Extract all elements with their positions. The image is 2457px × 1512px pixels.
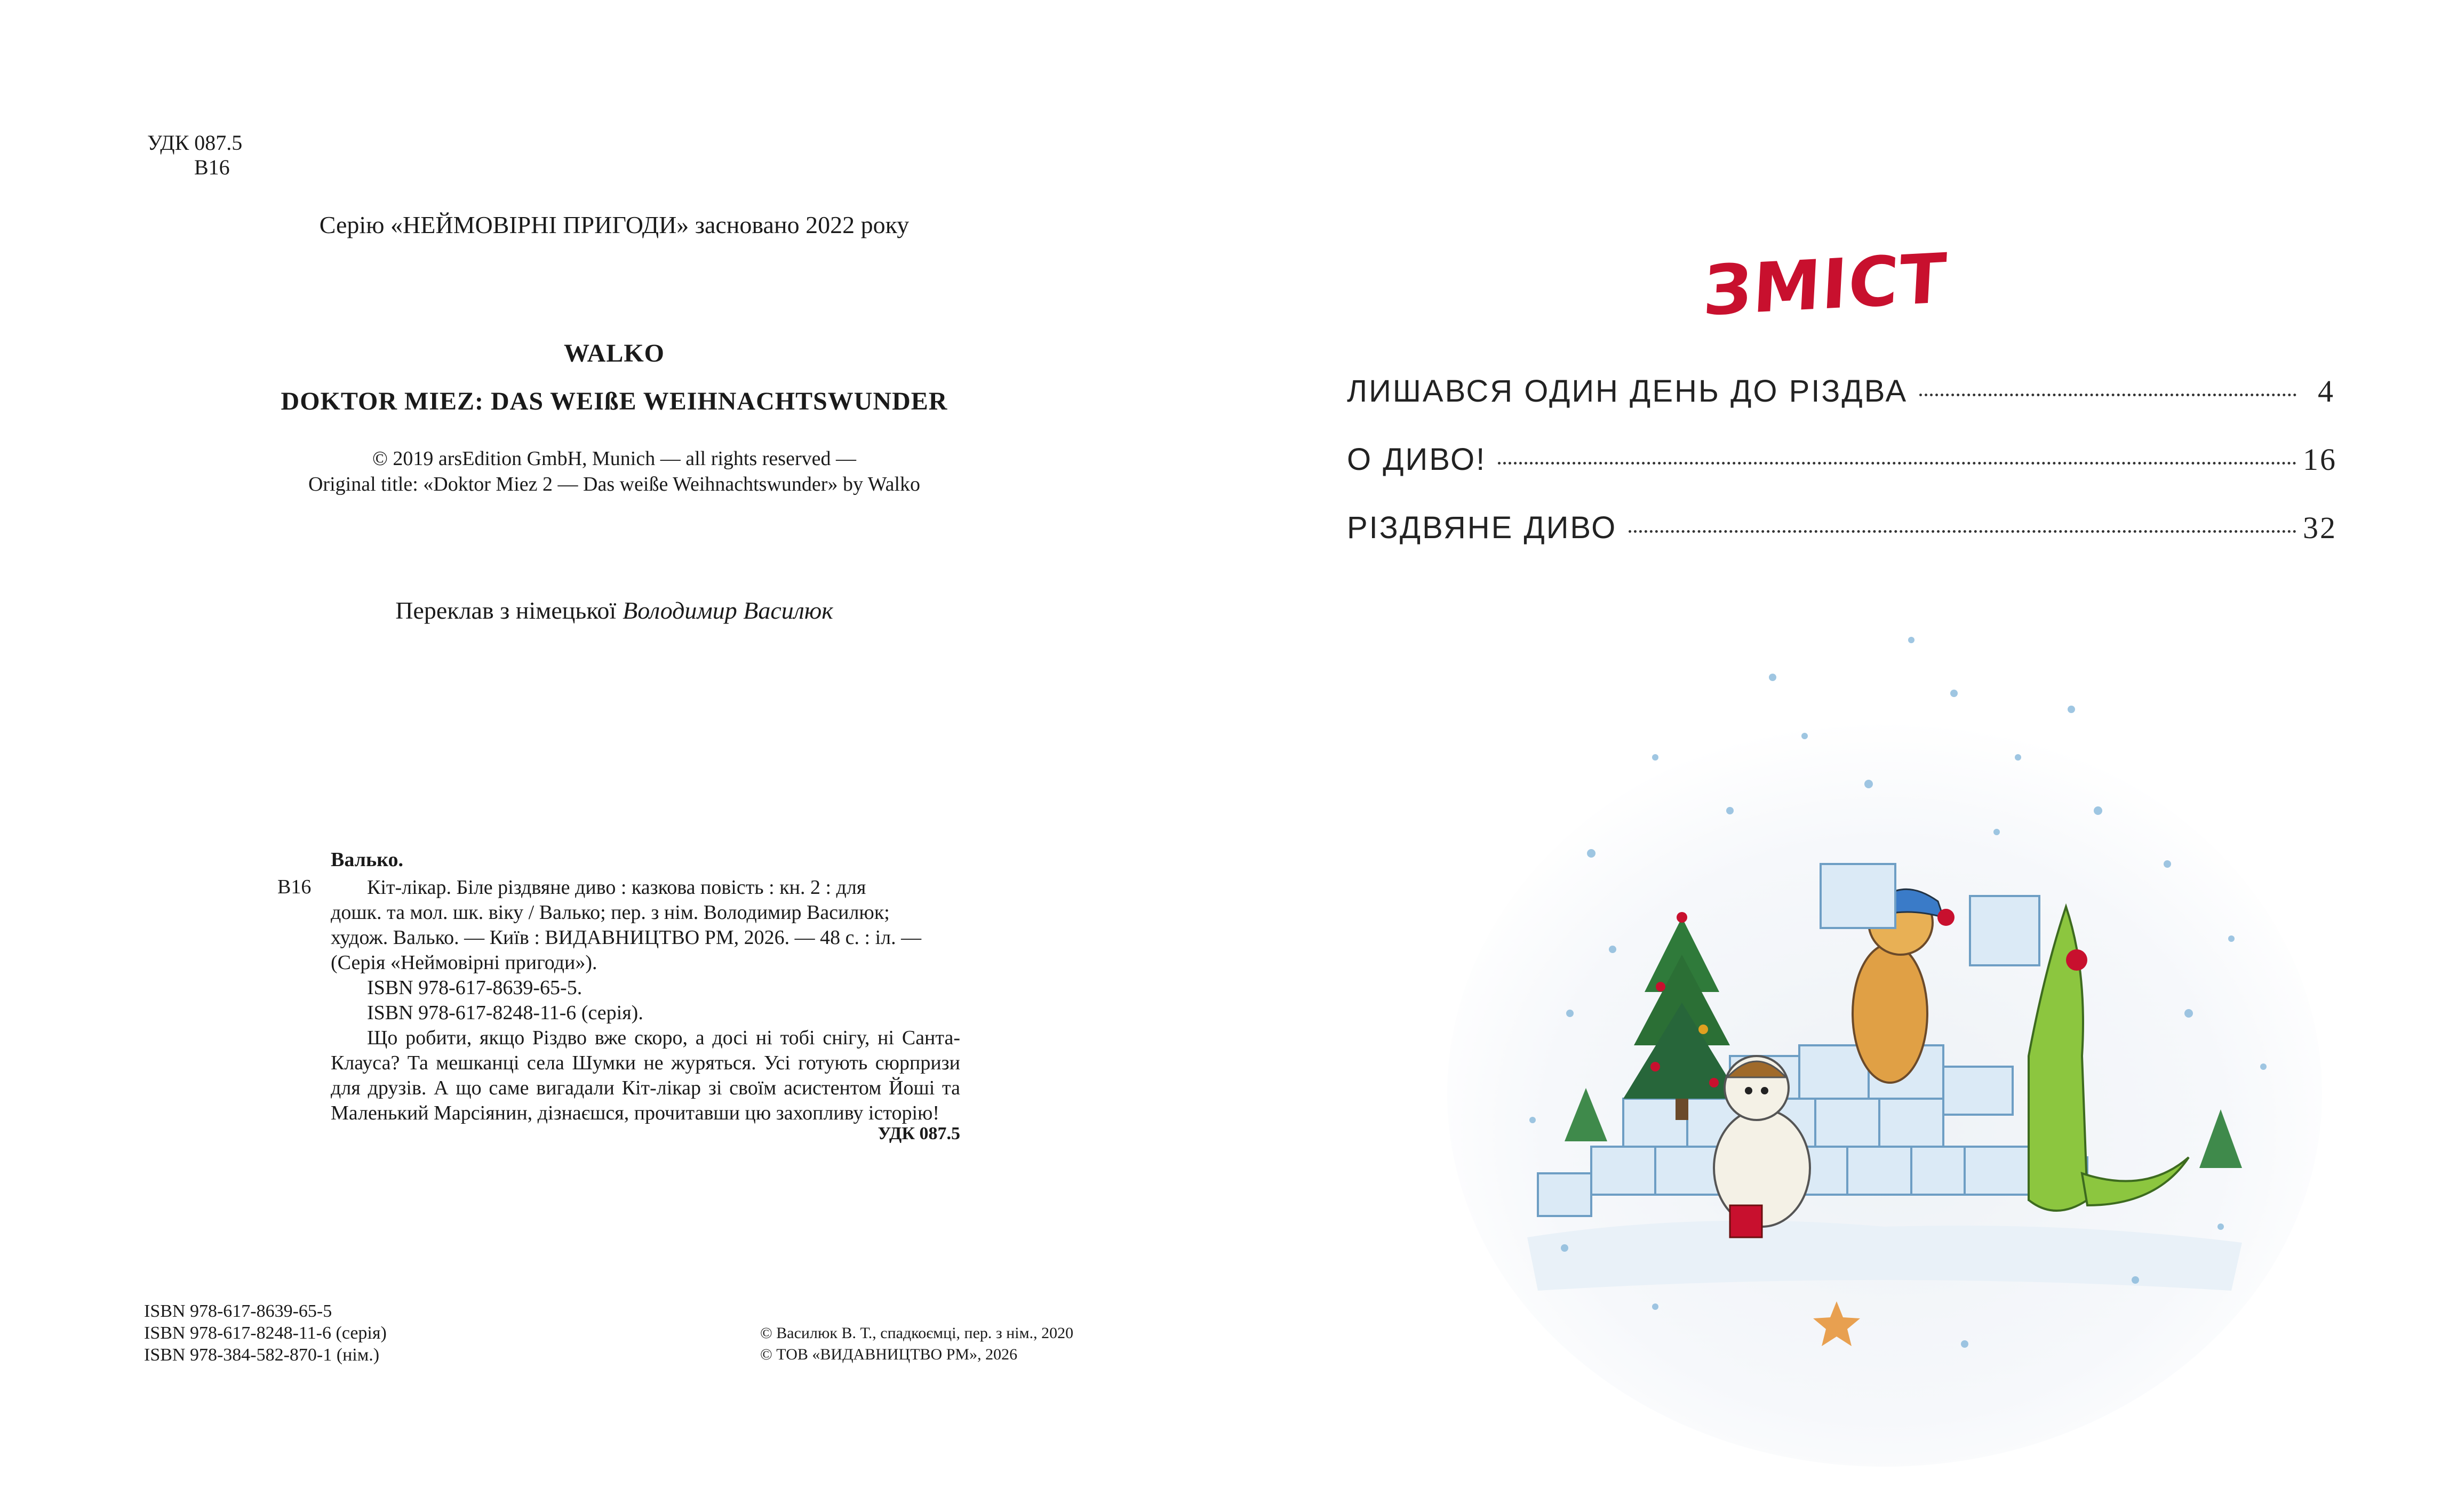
catalog-line: (Серія «Неймовірні пригоди»). (331, 951, 597, 974)
gift-box-icon (1730, 1205, 1762, 1237)
udk-code: УДК 087.5 (147, 131, 243, 155)
toc-leader-dots (1498, 462, 2296, 465)
imprint-page (0, 0, 1228, 1512)
toc-entry-page: 32 (2303, 510, 2337, 545)
catalog-description (331, 875, 960, 1126)
isbn-list (144, 1300, 387, 1366)
toc-leader-dots (1629, 530, 2296, 533)
contents-page (1228, 0, 2457, 1512)
copyright-line: Original title: «Doktor Miez 2 — Das weiße Weihnachtswunder» by Walko (308, 473, 920, 495)
catalog-isbn: ISBN 978-617-8248-11-6 (серія). (367, 1002, 643, 1024)
copyright-notice: © ТОВ «ВИДАВНИЦТВО РМ», 2026 (760, 1346, 1018, 1363)
catalog-line: Кіт-лікар. Біле різдвяне диво : казкова повість : кн. 2 : для (367, 876, 866, 899)
original-title: DOKTOR MIEZ: DAS WEIßE WEIHNACHTSWUNDER (281, 387, 948, 415)
copyright-notice: © Василюк В. Т., спадкоємці, пер. з нім., 2020 (760, 1324, 1074, 1342)
isbn-line: ISBN 978-617-8248-11-6 (серія) (144, 1323, 387, 1343)
isbn-line: ISBN 978-384-582-870-1 (нім.) (144, 1345, 380, 1365)
toc-entry-title: РІЗДВЯНЕ ДИВО (1347, 510, 1617, 545)
catalog-code: В16 (277, 876, 312, 898)
catalog-isbn: ISBN 978-617-8639-65-5. (367, 977, 583, 999)
toc-entry[interactable] (1347, 442, 2335, 510)
winter-snow-fort-illustration (1431, 533, 2338, 1493)
catalog-line: худож. Валько. — Київ : ВИДАВНИЦТВО РМ, 2026. — 48 с. : іл. — (331, 926, 922, 949)
bbk-code: В16 (194, 155, 230, 179)
toc-entry-page: 16 (2303, 442, 2337, 477)
toc-entry-title: ЛИШАВСЯ ОДИН ДЕНЬ ДО РІЗДВА (1347, 374, 1908, 409)
original-author: WALKO (563, 339, 665, 367)
translator-credit (0, 596, 1228, 625)
isbn-line: ISBN 978-617-8639-65-5 (144, 1301, 332, 1321)
copyright-notices (760, 1323, 1073, 1365)
series-note: Серію «НЕЙМОВІРНІ ПРИГОДИ» засновано 2022 року (319, 211, 910, 238)
catalog-annotation: Що робити, якщо Різдво вже скоро, а досі ні тобі снігу, ні Санта-Клауса? Та мешканці села Шумки не журяться. Усі готують сюрпризи для друзів. А що саме вигадали Кіт-лікар зі своїм асистентом Йоші та Маленький Марсіянин, дізнаєшся, прочитавши цю захопливу історію! (331, 1027, 960, 1124)
contents-title: ЗМІСТ (1701, 238, 1949, 332)
catalog-author: Валько. (331, 849, 403, 871)
catalog-line: дошк. та мол. шк. віку / Валько; пер. з нім. Володимир Василюк; (331, 901, 890, 924)
translator-label: Переклав з німецької (395, 597, 617, 624)
copyright-line: © 2019 arsEdition GmbH, Munich — all rights reserved — (372, 447, 856, 470)
toc-entry-page: 4 (2318, 374, 2335, 409)
toc-entry[interactable] (1347, 373, 2335, 442)
catalog-udk: УДК 087.5 (878, 1124, 960, 1143)
toc-entry-title: О ДИВО! (1347, 442, 1487, 477)
translator-name: Володимир Василюк (623, 597, 833, 624)
toc-leader-dots (1919, 394, 2296, 396)
classification-codes (147, 131, 242, 180)
original-copyright (0, 446, 1228, 497)
